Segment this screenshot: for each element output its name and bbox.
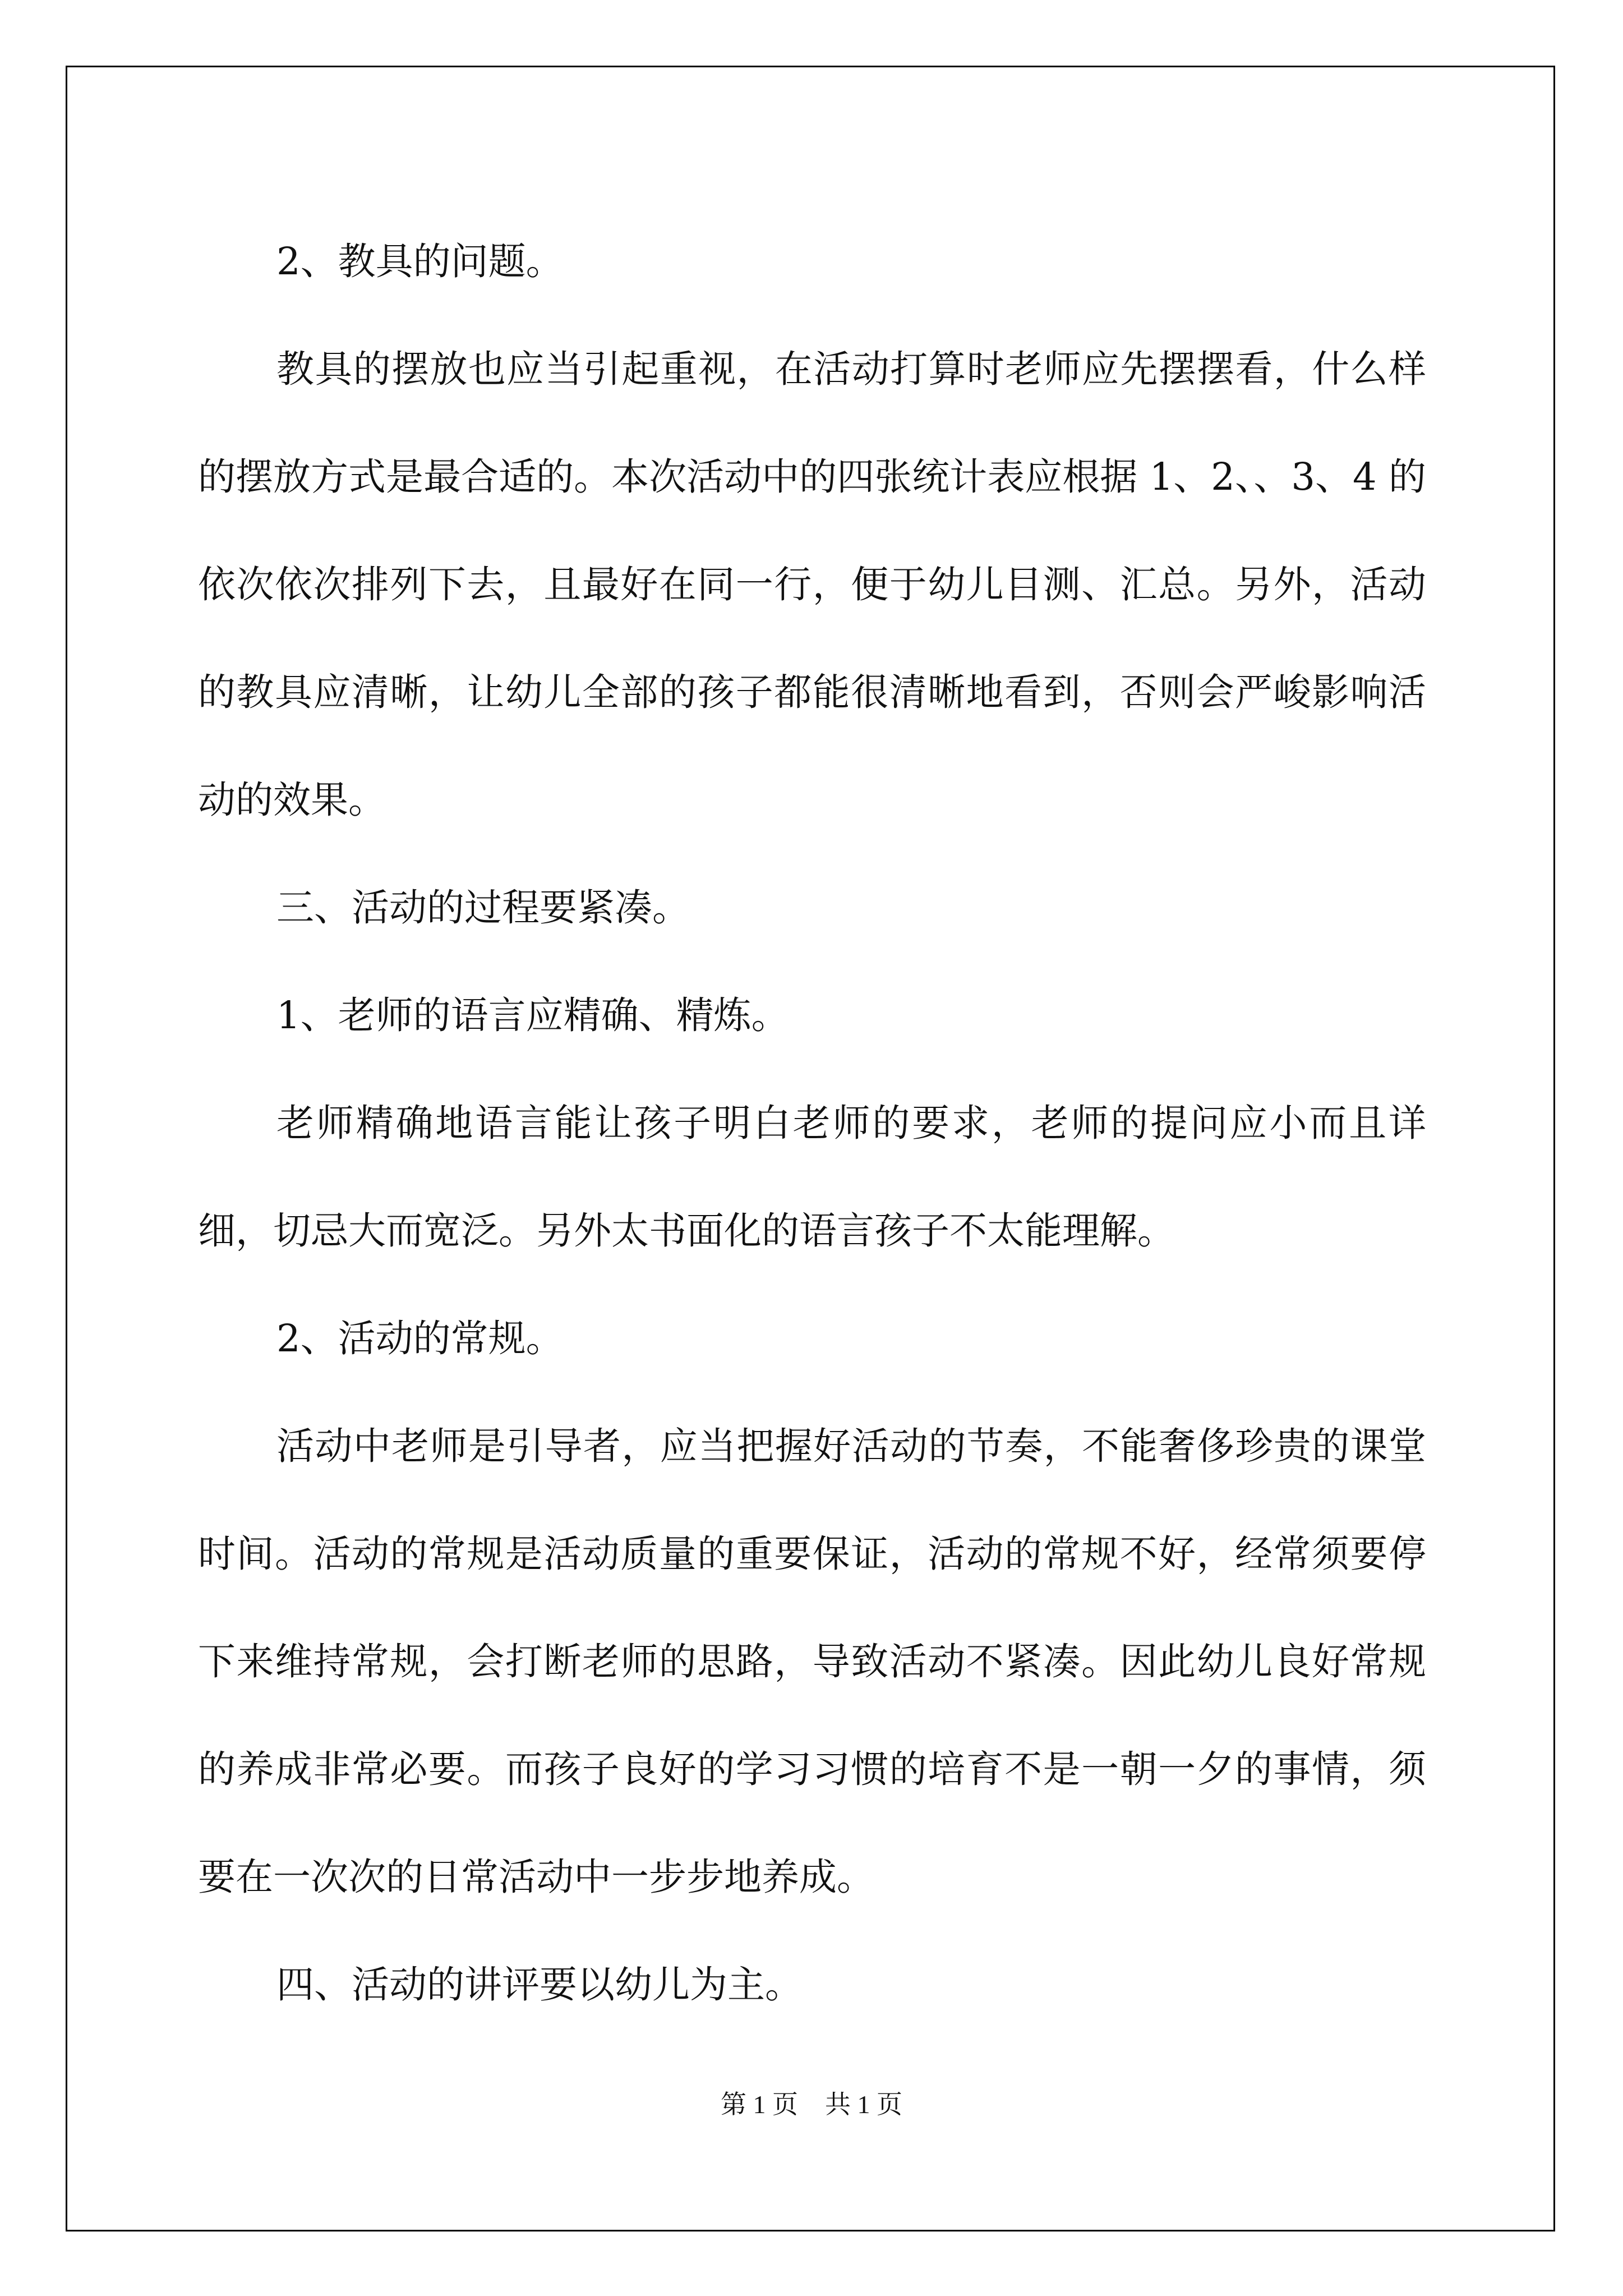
page-total: 共 1 页 — [825, 2090, 902, 2119]
paragraph: 三、活动的过程要紧凑。 — [276, 886, 690, 930]
paragraph: 活动中老师是引导者，应当把握好活动的节奏，不能奢侈珍贵的课堂时间。活动的常规是活动质量的重要保证，活动的常规不好，经常须要停下来维持常规，会打断老师的思路，导致活动不紧凑。因此幼儿良好常规的养成非常必要。而孩子良好的学习习惯的培育不是一朝一夕的事情，须要在一次次的日常活动中一步步地养成。 — [198, 1424, 1426, 1899]
document-body — [198, 208, 1426, 2039]
paragraph: 四、活动的讲评要以幼儿为主。 — [276, 1963, 803, 2007]
page-footer — [0, 2088, 1623, 2122]
page-number: 第 1 页 — [721, 2090, 798, 2119]
paragraph: 教具的摆放也应当引起重视，在活动打算时老师应先摆摆看，什么样的摆放方式是最合适的。本次活动中的四张统计表应根据 1、2、、3、4 的依次依次排列下去，且最好在同一行，便于幼儿目测、汇总。另外，活动的教具应清晰，让幼儿全部的孩子都能很清晰地看到，否则会严峻影响活动的效果。 — [198, 347, 1426, 822]
paragraph: 2、活动的常规。 — [276, 1317, 564, 1360]
paragraph: 2、教具的问题。 — [276, 240, 564, 283]
paragraph: 1、老师的语言应精确、精炼。 — [276, 993, 789, 1037]
paragraph: 老师精确地语言能让孩子明白老师的要求，老师的提问应小而且详细，切忌大而宽泛。另外太书面化的语言孩子不太能理解。 — [198, 1101, 1426, 1253]
